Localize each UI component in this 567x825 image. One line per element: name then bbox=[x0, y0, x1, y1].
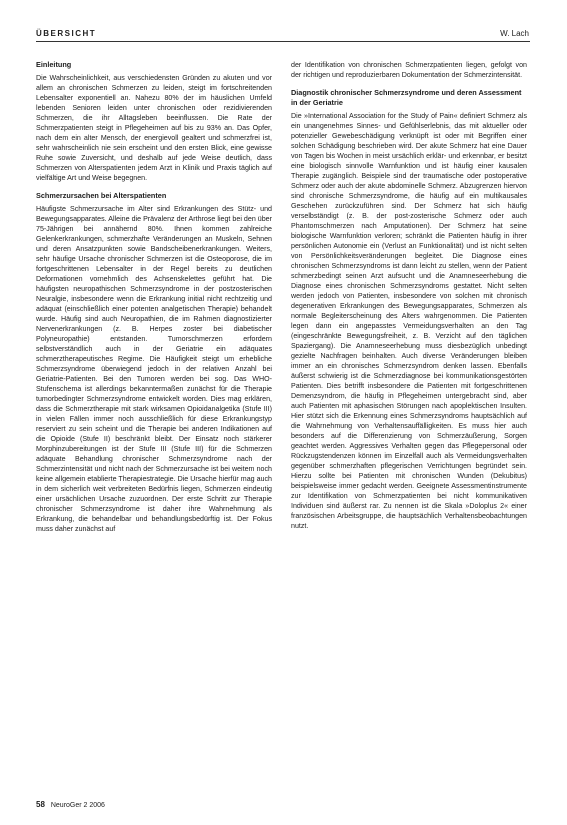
journal-name: NeuroGer 2 2006 bbox=[50, 802, 105, 809]
paragraph-continued: der Identifikation von chronischen Schmerzpatienten liegen, gefolgt von der richtigen und reproduzierbaren Dokumentation der Schmerzintensität. bbox=[291, 61, 527, 79]
section-label: ÜBERSICHT bbox=[36, 29, 97, 38]
left-column bbox=[36, 60, 272, 534]
paragraph-schmerzursachen: Häufigste Schmerzursache im Alter sind Erkrankungen des Stütz- und Bewegungsapparates. Alleine die Prävalenz der Arthrose liegt bei den über 75-Jährigen bei annähernd 80%. Ihnen kommen zahlreiche Gelenkerkrankungen, schmerzhafte Veränderungen an Muskeln, Sehnen und deren Ansatzpunkten sowie Bandscheibenerkrankungen. Weiters, sehr häufige Ursache chronischer Schmerzen ist die Osteoporose, die im fortgeschrittenen Lebensalter in der Regel bereits zu deutlichen Deformationen vornehmlich des Achsenskelettes geführt hat. Die häufigsten neuropathischen Schmerzsyndrome in der postzosterischen Neuralgie, insbesondere wenn die Erkrankung initial nicht rechtzeitig und adäquat (einschließlich einer potenten analgetischen Therapie) behandelt wurde. Häufig sind auch Neuropathien, die im Rahmen diagnostizierter Nervenerkrankungen (z. B. Herpes zoster bei diabetischer Polyneuropathie) entstanden. Tumorschmerzen erfordern selbstverständlich auch in der Geriatrie ein adäquates schmerztherapeutisches Regime. Die Häufigkeit steigt um erhebliche Schmerzsyndrome überwiegend jedoch in der relativen Anzahl bei Geriatrie-Patienten. Bei den Tumoren werden bei sog. Das WHO-Stufenschema ist allerdings bekanntermaßen zunächst für die Therapie tumorbedingter Schmerzsyndrome entwickelt worden. Dies mag erklären, dass die Schmerztherapie mit stark wirksamen Opioidanalgetika (Stufe III) in vielen Fällen immer noch ausschließlich für diese Erkrankungstyp reserviert zu sein scheint und die Therapie bei anderen Indikationen auf die Opioide (Stufe II) beschränkt bleibt. Der Einsatz noch stärkerer Morphinzubereitungen ist der Stufe III (Stufe III) für die Schmerzen adäquate Behandlung chronischer Schmerzsyndrome nach der Schmerzintensität und nicht nach der Schmerzursache ist bei weitem noch keine allgemein etablierte Therapiestrategie. Die Ursache hierfür mag auch in dem sicherlich weit verbreiteten Bedürfnis liegen, Schmerzen eindeutig einer ursächlichen Ursache zuzuordnen. Der erste Schritt zur Therapie chronischer Schmerzsyndrome ist daher ihre Wahrnehmung als Erkrankung, die behandelbar und behandlungsbedürftig ist. Der Fokus muss daher zunächst auf bbox=[36, 205, 272, 533]
heading-diagnostik: Diagnostik chronischer Schmerzsyndrome und deren Assessment in der Geriatrie bbox=[291, 88, 522, 107]
author-label: W. Lach bbox=[500, 29, 529, 38]
paragraph-diagnostik: Die »International Association for the Study of Pain« definiert Schmerz als ein unangenehmes Sinnes- und Gefühlserlebnis, das mit aktueller oder potenzieller Gewebeschädigung verknüpft ist oder mit Begriffen einer solchen Schädigung beschrieben wird. Der akute Schmerz hat eine Dauer von Tagen bis Wochen in meist ursächlich erklär- und erkennbar, er besitzt eine biologisch sinnvolle Warnfunktion und ist häufig einer kausalen Therapie zugänglich. Beispiele sind der traumatische oder postoperative Schmerz oder auch der akute abdominelle Schmerz. Abzugrenzen hiervon sind chronische Schmerzsyndrome, die häufig auf ein multikausales Geschehen zurückzuführen sind. Der Schmerz hat sich häufig verselbständigt (z. B. der post-zosterische Schmerz oder auch Phantomschmerzen nach Amputationen). Der Schmerz hat seine biologische Warnfunktion verloren; schränkt die Patienten häufig in ihrer persönlichen Autonomie ein (Verlust an Funktionalität) und ist nicht selten von Persönlichkeitsveränderungen begleitet. Die Diagnose eines chronischen Schmerzsyndroms ist dann leicht zu stellen, wenn der Patient schmerzbedingt seinen Arzt aufsucht und die Anamneseerhebung die Diagnose eines chronischen Schmerzsyndroms gestattet. Nicht selten werden jedoch von Patienten, insbesondere von solchen mit chronisch degenerativen Erkrankungen des Bewegungsapparates, Schmerzen als normale Begleiterscheinung des Alters wahrgenommen. Die Patienten legen dann ein angepasstes Vermeidungsverhalten an den Tag (eingeschränkte Bewegungsfreiheit, z. B. Verzicht auf den täglichen Spaziergang). Die Anamneseerhebung muss diesbezüglich unbedingt gezielte Nachfragen beinhalten. Auch diverse Veränderungen bleiben immer an ein chronisches Schmerzsyndrom denken lassen. Ebenfalls äußerst schwierig ist die Schmerzdiagnose bei kommunikationsgestörten Patienten. Dies betrifft insbesondere die Patienten mit fortgeschrittenen Demenzsyndrom, die häufig in Pflegeheimen untergebracht sind, aber auch Patienten mit aphasischen Störungen nach apoplektischen Insulten. Hier stützt sich die Erkennung eines Schmerzsyndroms hauptsächlich auf die Wahrnehmung von Verhaltensauffälligkeiten. Es muss hier auch besonders auf die Differenzierung von Schmerzäußerung, Sorgen geachtet werden. Aggressives Verhalten gegen das Pflegepersonal oder Rückzugstendenzen können im Einzelfall auch als Vermeidungsverhalten gegenüber schmerzhaften pflegerischen Verrichtungen begründet sein. Hierzu sollte bei Patienten mit chronischen Wunden (Dekubitus) beispielsweise immer gedacht werden. Geeignete Assessmentinstrumente zur Identifikation von Schmerzpatienten bei nicht kommunikativen Individuen sind äußerst rar. Zu nennen ist die Skala »Doloplus 2« einer französischen Arbeitsgruppe, die hauptsächlich Verhaltensbeobachtungen nutzt. bbox=[291, 112, 527, 530]
header-rule bbox=[36, 41, 530, 42]
paragraph-einleitung: Die Wahrscheinlichkeit, aus verschiedensten Gründen zu akuten und vor allem an chronischen Schmerzen zu leiden, steigt im fortschreitenden Lebensalter exponentiell an. Nahezu 80% der im häuslichen Umfeld lebenden Senioren leiden unter chronischen oder rezidivierenden Schmerzen, die ihr Alltagsleben beeinflussen. Die Rate der Schmerzpatienten steigt in Pflegeheimen auf bis zu 93% an. Das Opfer, nach dem ein alter Mensch, der energievoll gealtert und schmerzfrei ist, sehr wahrscheinlich nie sein erscheint und den ersten Blick, eine gewisse Ruhe sowie Zuversicht, und deshalb auf jede Weise deutlich, dass Schmerzen von Alterspatienten jedem Arzt in Klinik und Praxis täglich auf vielfältige Art und Weise begegnen. bbox=[36, 74, 272, 182]
heading-schmerzursachen: Schmerzursachen bei Alterspatienten bbox=[36, 191, 167, 200]
footer bbox=[36, 800, 105, 809]
right-column bbox=[291, 60, 527, 531]
page-number: 58 bbox=[36, 800, 45, 809]
heading-einleitung: Einleitung bbox=[36, 60, 72, 69]
